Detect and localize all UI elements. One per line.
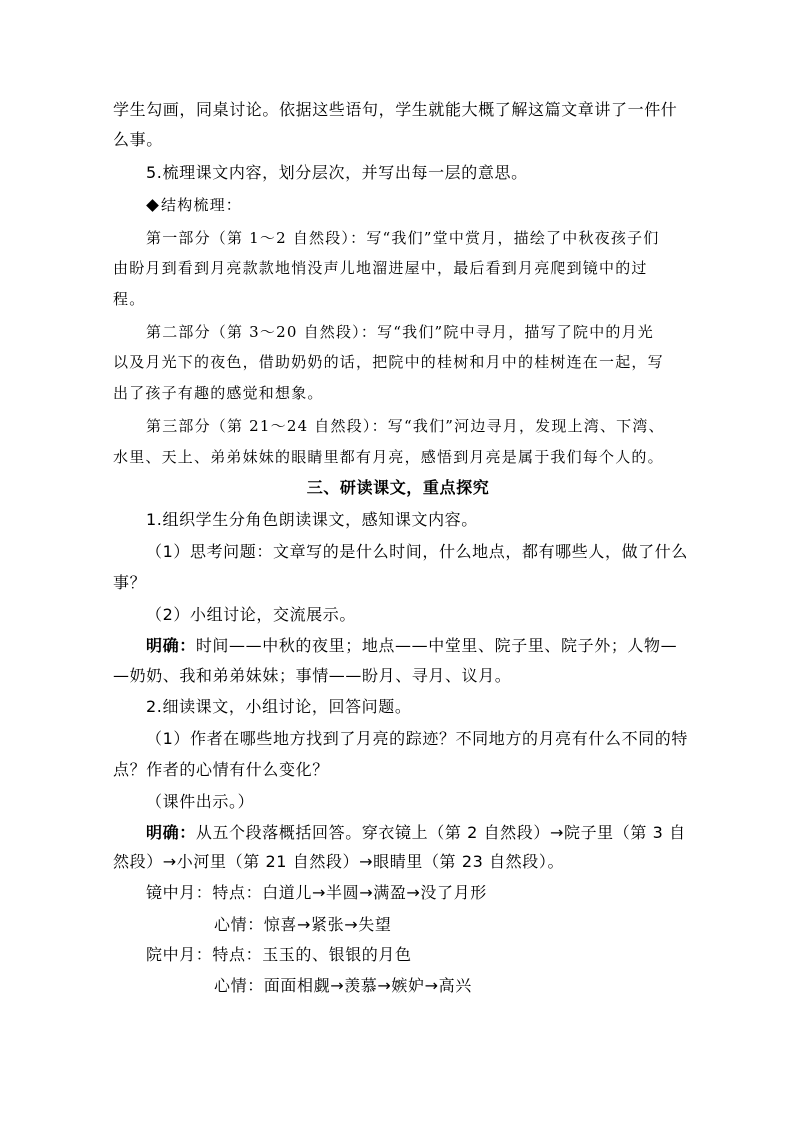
answer-text: 时间——中秋的夜里；地点——中堂里、院子里、院子外；人物— — [195, 636, 678, 655]
part-two-line: 出了孩子有趣的感觉和想象。 — [113, 384, 324, 402]
part-one-line: 程。 — [113, 290, 146, 308]
question-1-line: 事？ — [113, 573, 147, 592]
paragraph-line: 么事。 — [113, 130, 163, 149]
yard-moon-mood: 心情：面面相觑→羡慕→嫉妒→高兴 — [214, 976, 472, 995]
diamond-bullet-icon — [146, 199, 159, 212]
answer-label: 明确： — [146, 823, 196, 842]
answer-line: 然段）→小河里（第 21 自然段）→眼睛里（第 23 自然段）。 — [113, 852, 565, 871]
step-2-heading: 2.细读课文，小组讨论，回答问题。 — [146, 697, 412, 716]
courseware-note: （课件出示。） — [146, 792, 255, 811]
part-two-line: 以及月光下的夜色，借助奶奶的话，把院中的桂树和月中的桂树连在一起，写 — [113, 353, 664, 371]
question-1-line: （1）思考问题：文章写的是什么时间，什么地点，都有哪些人，做了什么 — [146, 542, 688, 561]
question-line: 点？作者的心情有什么变化？ — [113, 760, 329, 779]
question-line: （1）作者在哪些地方找到了月亮的踪迹？不同地方的月亮有什么不同的特 — [146, 729, 688, 748]
answer-line — [146, 822, 716, 844]
step-5-heading: 5.梳理课文内容，划分层次，并写出每一层的意思。 — [146, 163, 528, 182]
part-one-line: 第一部分（第 1～2 自然段）：写“我们”堂中赏月，描绘了中秋夜孩子们 — [146, 229, 660, 247]
structure-heading-text: 结构梳理： — [161, 196, 243, 214]
structure-heading — [146, 194, 716, 216]
yard-moon-traits: 院中月：特点：玉玉的、银银的月色 — [146, 945, 412, 964]
part-three-line: 水里、天上、弟弟妹妹的眼睛里都有月亮，感悟到月亮是属于我们每个人的。 — [113, 448, 664, 466]
mirror-moon-traits: 镜中月：特点：白道儿→半圆→满盈→没了月形 — [146, 883, 487, 902]
paragraph-line: 学生勾画，同桌讨论。依据这些语句，学生就能大概了解这篇文章讲了一件什 — [113, 100, 678, 119]
question-2-line: （2）小组讨论，交流展示。 — [146, 605, 356, 624]
part-two-line: 第二部分（第 3～20 自然段）：写“我们”院中寻月，描写了院中的月光 — [146, 323, 655, 341]
part-three-line: 第三部分（第 21～24 自然段）：写“我们”河边寻月，发现上湾、下湾、 — [146, 417, 665, 435]
answer-text: 从五个段落概括回答。穿衣镜上（第 2 自然段）→院子里（第 3 自 — [195, 823, 686, 842]
answer-line — [146, 635, 716, 657]
step-1-heading: 1.组织学生分角色朗读课文，感知课文内容。 — [146, 510, 478, 529]
answer-label: 明确： — [146, 636, 196, 655]
section-three-heading: 三、研读课文，重点探究 — [306, 478, 490, 497]
part-one-line: 由盼月到看到月亮款款地悄没声儿地溜进屋中，最后看到月亮爬到镜中的过 — [113, 259, 648, 277]
mirror-moon-mood: 心情：惊喜→紧张→失望 — [214, 915, 392, 934]
answer-line: —奶奶、我和弟弟妹妹；事情——盼月、寻月、议月。 — [113, 666, 512, 685]
